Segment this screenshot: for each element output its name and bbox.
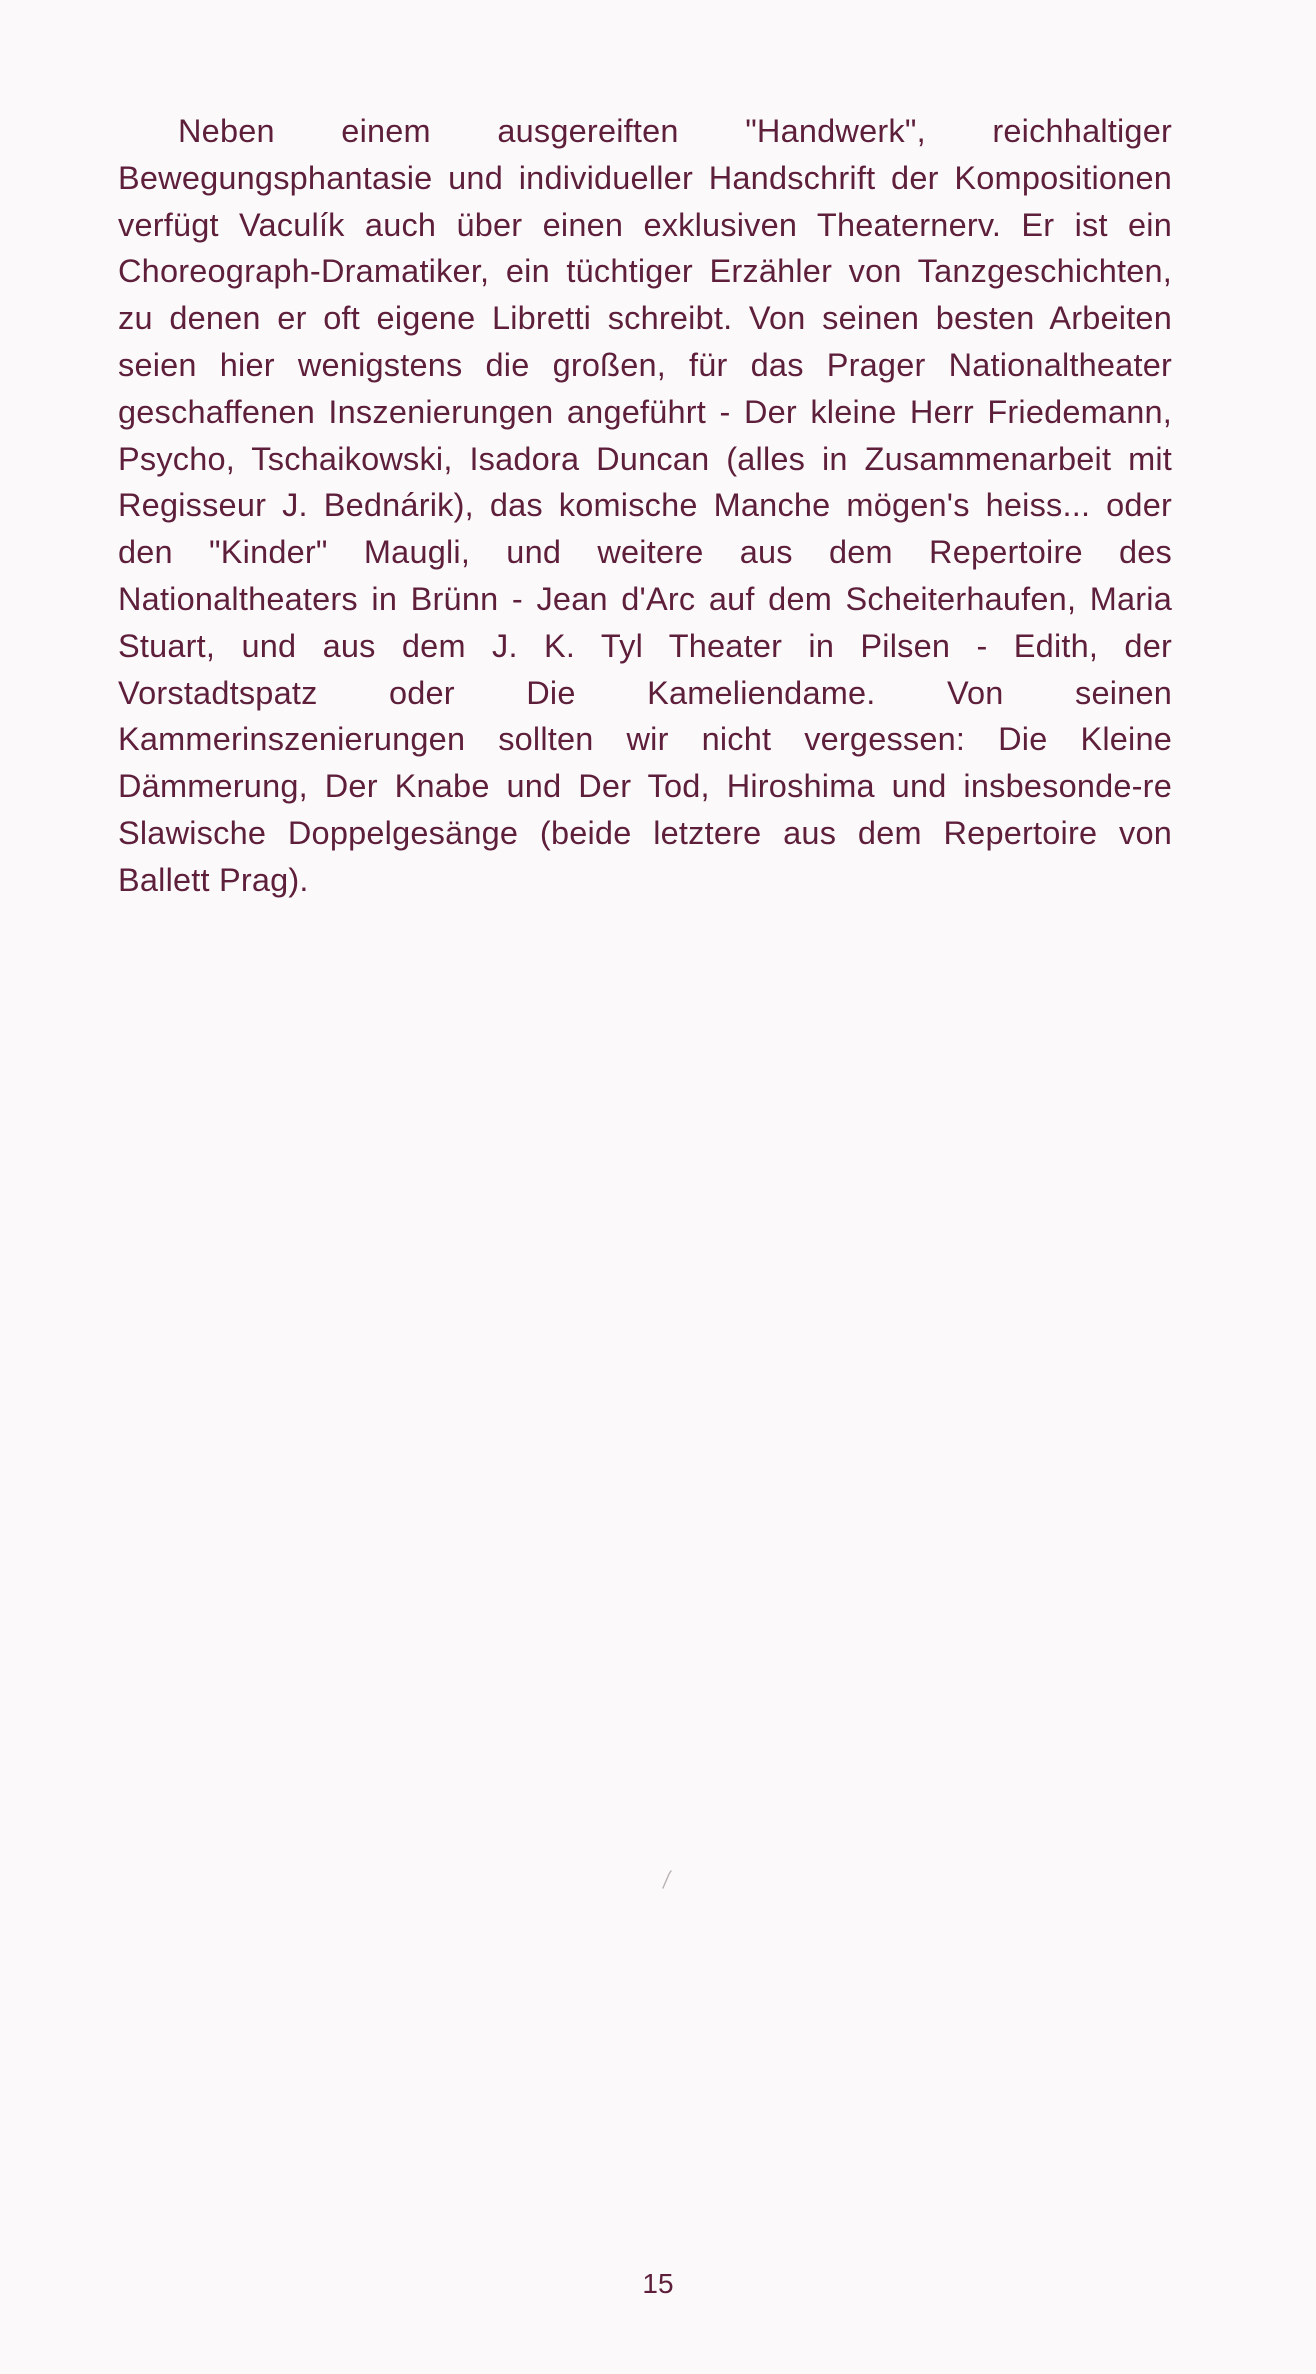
page-number: 15 [642,2268,674,2299]
pencil-mark-icon [660,1868,674,1890]
body-paragraph: Neben einem ausgereiften "Handwerk", reichhaltiger Bewegungsphantasie und individueller Handschrift der Kompositionen verfügt Vaculík auch über einen exklusiven Theaternerv. Er ist ein Choreograph-Dramatiker, ein tüchtiger Erzähler von Tanzgeschichten, zu denen er oft eigene Libretti schreibt. Von seinen besten Arbeiten seien hier wenigstens die großen, für das Prager Nationaltheater geschaffenen Inszenierungen angeführt - Der kleine Herr Friedemann, Psycho, Tschaikowski, Isadora Duncan (alles in Zusammenarbeit mit Regisseur J. Bednárik), das komische Manche mögen's heiss... oder den "Kinder" Maugli, und weitere aus dem Repertoire des Nationaltheaters in Brünn - Jean d'Arc auf dem Scheiterhaufen, Maria Stuart, und aus dem J. K. Tyl Theater in Pilsen - Edith, der Vorstadtspatz oder Die Kameliendame. Von seinen Kammerinszenierungen sollten wir nicht vergessen: Die Kleine Dämmerung, Der Knabe und Der Tod, Hiroshima und insbesonde-re Slawische Doppelgesänge (beide letztere aus dem Repertoire von Ballett Prag). [118,113,1172,898]
